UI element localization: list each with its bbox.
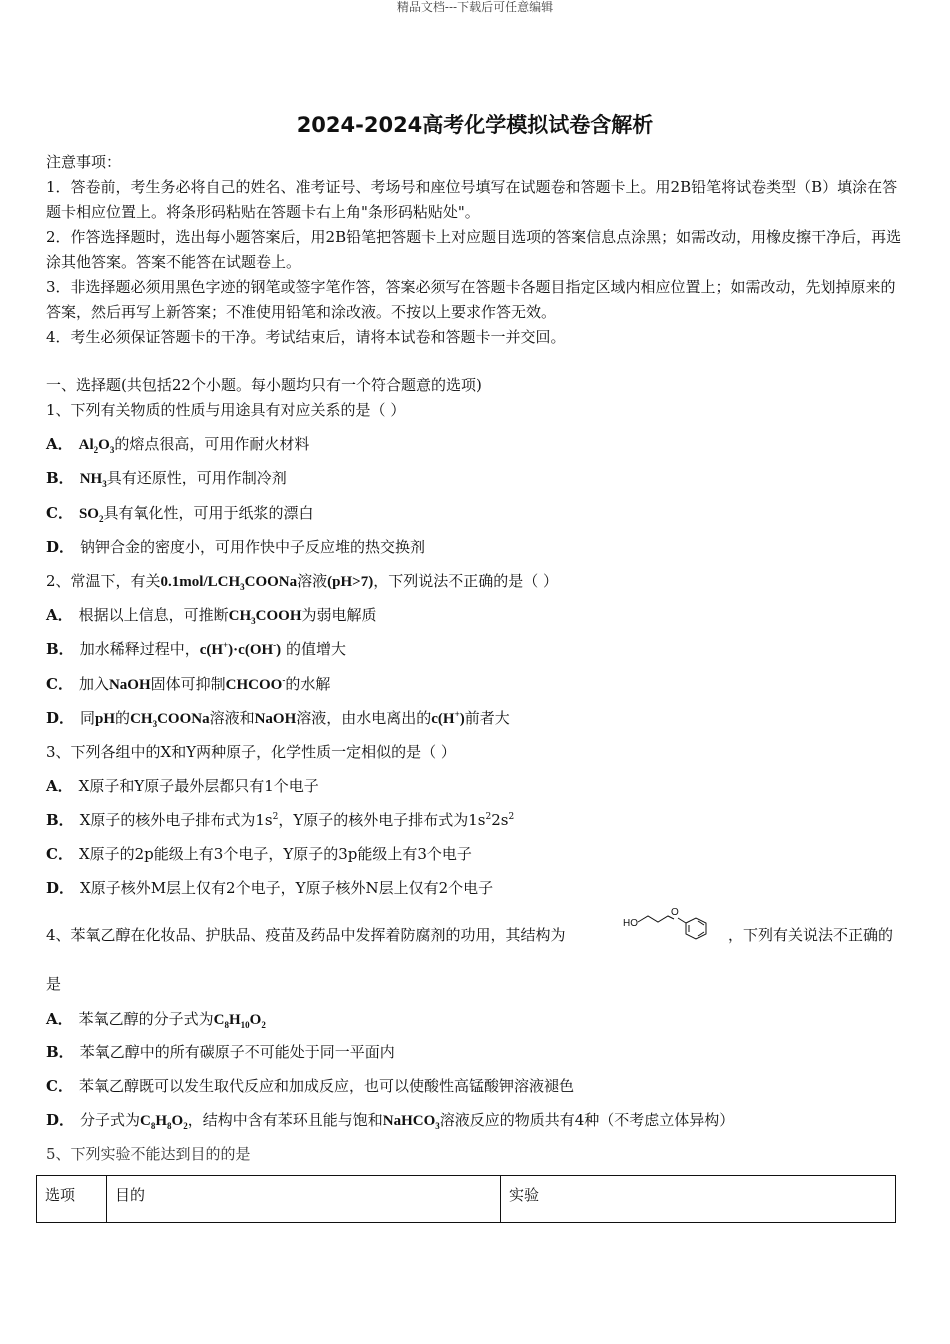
formula: C	[213, 1012, 225, 1028]
formula: O	[98, 437, 110, 453]
option-letter: D．	[46, 879, 75, 897]
option-letter: D．	[46, 1111, 75, 1129]
notice-item: 4．考生必须保证答题卡的干净。考试结束后，请将本试卷和答题卡一并交回。	[46, 328, 566, 346]
table-header-row	[37, 1176, 896, 1223]
option-letter: D．	[46, 709, 75, 727]
superscript: -	[273, 640, 277, 650]
phenoxyethanol-structure-image	[622, 905, 722, 945]
option-text: 2s	[491, 811, 509, 829]
option-letter: B．	[46, 469, 74, 487]
formula: NaHCO	[382, 1113, 436, 1129]
formula: COOH	[255, 608, 302, 624]
formula: CH	[130, 711, 153, 727]
option-letter: C．	[46, 504, 73, 522]
formula: O	[171, 1113, 184, 1129]
question-3-option-c	[46, 843, 472, 865]
question-1-option-d	[46, 536, 425, 558]
option-letter: C．	[46, 845, 73, 863]
subscript: 3	[251, 616, 256, 626]
formula: C	[140, 1113, 151, 1129]
section-heading: 一、选择题(共包括22个小题。每小题均只有一个符合题意的选项)	[46, 376, 482, 394]
option-text: 的值增大	[285, 640, 346, 658]
option-text: 前者大	[464, 709, 510, 727]
option-text: 具有还原性，可用作制冷剂	[106, 469, 287, 487]
formula: H	[229, 1012, 241, 1028]
question-4-option-b	[46, 1041, 395, 1063]
svg-text:O: O	[671, 907, 679, 918]
table-header-cell: 目的	[107, 1176, 501, 1223]
formula: SO	[78, 506, 99, 522]
option-text: 溶液和	[209, 709, 255, 727]
question-4-option-c	[46, 1075, 574, 1097]
subscript: 8	[224, 1020, 229, 1030]
subscript: 2	[98, 514, 104, 524]
option-text: X原子的2p能级上有3个电子，Y原子的3p能级上有3个电子	[78, 845, 472, 863]
formula: NH	[79, 471, 103, 487]
option-text: 苯氧乙醇既可以发生取代反应和加成反应，也可以使酸性高锰酸钾溶液褪色	[78, 1077, 574, 1095]
question-2-option-b	[46, 638, 346, 661]
subscript: 8	[150, 1121, 156, 1131]
question-3-option-a	[46, 775, 319, 797]
option-text: 加入	[78, 675, 109, 693]
option-letter: A．	[46, 777, 73, 795]
experiment-table	[36, 1175, 896, 1223]
option-letter: C．	[46, 675, 73, 693]
formula: c(H	[431, 711, 455, 727]
question-2-option-d	[46, 707, 510, 730]
formula: O	[249, 1012, 262, 1028]
formula: H	[155, 1113, 168, 1129]
option-text: X原子的核外电子排布式为1s	[79, 811, 273, 829]
option-text: 溶液反应的物质共有4种（不考虑立体异构）	[439, 1111, 735, 1129]
subscript: 2	[261, 1020, 266, 1030]
subscript: 8	[167, 1121, 172, 1131]
question-2-option-a	[46, 604, 377, 627]
question-4-option-d	[46, 1109, 734, 1132]
superscript: +	[454, 709, 460, 719]
option-letter: A．	[46, 606, 73, 624]
structure-label: HO	[623, 918, 638, 929]
formula: (pH>7)	[327, 574, 374, 590]
formula: 0.1mol/LCH	[160, 574, 241, 590]
option-text: 为弱电解质	[301, 606, 377, 624]
question-1-option-b	[46, 467, 287, 490]
formula: )	[459, 711, 465, 727]
superscript: 2	[508, 812, 515, 822]
formula: )	[276, 642, 282, 658]
option-text: 加水稀释过程中，	[79, 640, 200, 658]
formula: COONa	[244, 574, 298, 590]
notice-item: 3．非选择题必须用黑色字迹的钢笔或签字笔作答，答案必须写在答题卡各题目指定区域内相应位置上；如需改动，先划掉原来的答案，然后再写上新答案；不准使用铅笔和涂改液。不按以上要求作答无效。	[46, 278, 896, 321]
notice-item: 1．答卷前，考生务必将自己的姓名、准考证号、考场号和座位号填写在试题卷和答题卡上。用2B铅笔将试卷类型（B）填涂在答题卡相应位置上。将条形码粘贴在答题卡右上角"条形码粘贴处"。	[46, 178, 898, 221]
subscript: 3	[152, 719, 158, 729]
question-3-stem: 3、下列各组中的X和Y两种原子，化学性质一定相似的是（ ）	[46, 743, 456, 761]
stem-text: 溶液	[297, 572, 328, 590]
question-4-option-a	[46, 1008, 266, 1031]
option-letter: B．	[46, 1043, 74, 1061]
subscript: 2	[183, 1121, 188, 1131]
option-text: 同	[80, 709, 96, 727]
question-4-stem	[46, 924, 566, 946]
page-title: 2024-2024高考化学模拟试卷含解析	[296, 113, 654, 137]
option-letter: B．	[46, 640, 74, 658]
formula: CH	[228, 608, 252, 624]
subscript: 3	[240, 582, 245, 592]
question-2-option-c	[46, 673, 330, 696]
notice-block	[46, 150, 908, 350]
question-4-stem-cont: 是	[46, 975, 62, 993]
question-2-stem	[46, 570, 558, 593]
subscript: 3	[435, 1121, 440, 1131]
subscript: 3	[102, 479, 107, 489]
formula: Al	[78, 437, 94, 453]
superscript: -	[282, 675, 286, 685]
option-text: 根据以上信息，可推断	[78, 606, 229, 624]
option-text: 的熔点很高，可用作耐火材料	[114, 435, 310, 453]
superscript: 2	[485, 812, 492, 822]
question-4-stem-end: ，下列有关说法不正确的	[728, 926, 894, 944]
superscript: +	[223, 640, 229, 650]
stem-text: ，下列说法不正确的是（ ）	[373, 572, 558, 590]
option-text: 分子式为	[80, 1111, 141, 1129]
notice-heading: 注意事项：	[46, 153, 122, 171]
question-5-stem: 5、下列实验不能达到目的的是	[46, 1145, 251, 1163]
option-letter: A．	[46, 435, 73, 453]
option-text: 溶液，由水电离出的	[296, 709, 432, 727]
question-1-option-c	[46, 502, 313, 525]
option-text: ，Y原子的核外电子排布式为1s	[278, 811, 486, 829]
option-text: 苯氧乙醇的分子式为	[78, 1010, 214, 1028]
table-header-cell: 选项	[37, 1176, 107, 1223]
question-1-option-a	[46, 433, 309, 456]
option-text: X原子核外M层上仅有2个电子，Y原子核外N层上仅有2个电子	[80, 879, 494, 897]
option-text: 固体可抑制	[150, 675, 226, 693]
superscript: 2	[272, 812, 279, 822]
question-3-option-b	[46, 809, 514, 831]
formula: )·c(OH	[228, 642, 274, 658]
option-text: 钠钾合金的密度小，可用作快中子反应堆的热交换剂	[80, 538, 426, 556]
formula: NaOH	[254, 711, 297, 727]
subscript: 2	[93, 445, 99, 455]
option-text: X原子和Y原子最外层都只有1个电子	[78, 777, 319, 795]
formula: NaOH	[108, 677, 151, 693]
option-letter: C．	[46, 1077, 73, 1095]
option-letter: A．	[46, 1010, 73, 1028]
stem-text: 4、苯氧乙醇在化妆品、护肤品、疫苗及药品中发挥着防腐剂的功用，其结构为	[46, 926, 566, 944]
option-letter: B．	[46, 811, 74, 829]
question-3-option-d	[46, 877, 493, 899]
formula: c(H	[199, 642, 224, 658]
formula: CHCOO	[225, 677, 283, 693]
option-letter: D．	[46, 538, 75, 556]
header-note: 精品文档---下载后可任意编辑	[396, 0, 554, 14]
option-text: 具有氧化性，可用于纸浆的漂白	[103, 504, 314, 522]
option-text: 的水解	[285, 675, 331, 693]
formula: pH	[95, 711, 116, 727]
option-text: 的	[115, 709, 131, 727]
question-1-stem: 1、下列有关物质的性质与用途具有对应关系的是（ ）	[46, 401, 406, 419]
notice-item: 2．作答选择题时，选出每小题答案后，用2B铅笔把答题卡上对应题目选项的答案信息点涂黑；如需改动，用橡皮擦干净后，再选涂其他答案。答案不能答在试题卷上。	[46, 228, 902, 271]
formula: COONa	[157, 711, 210, 727]
stem-text: 2、常温下，有关	[46, 572, 161, 590]
subscript: 10	[240, 1020, 250, 1030]
option-text: ，结构中含有苯环且能与饱和	[187, 1111, 383, 1129]
subscript: 3	[109, 445, 115, 455]
option-text: 苯氧乙醇中的所有碳原子不可能处于同一平面内	[79, 1043, 395, 1061]
table-header-cell: 实验	[501, 1176, 896, 1223]
